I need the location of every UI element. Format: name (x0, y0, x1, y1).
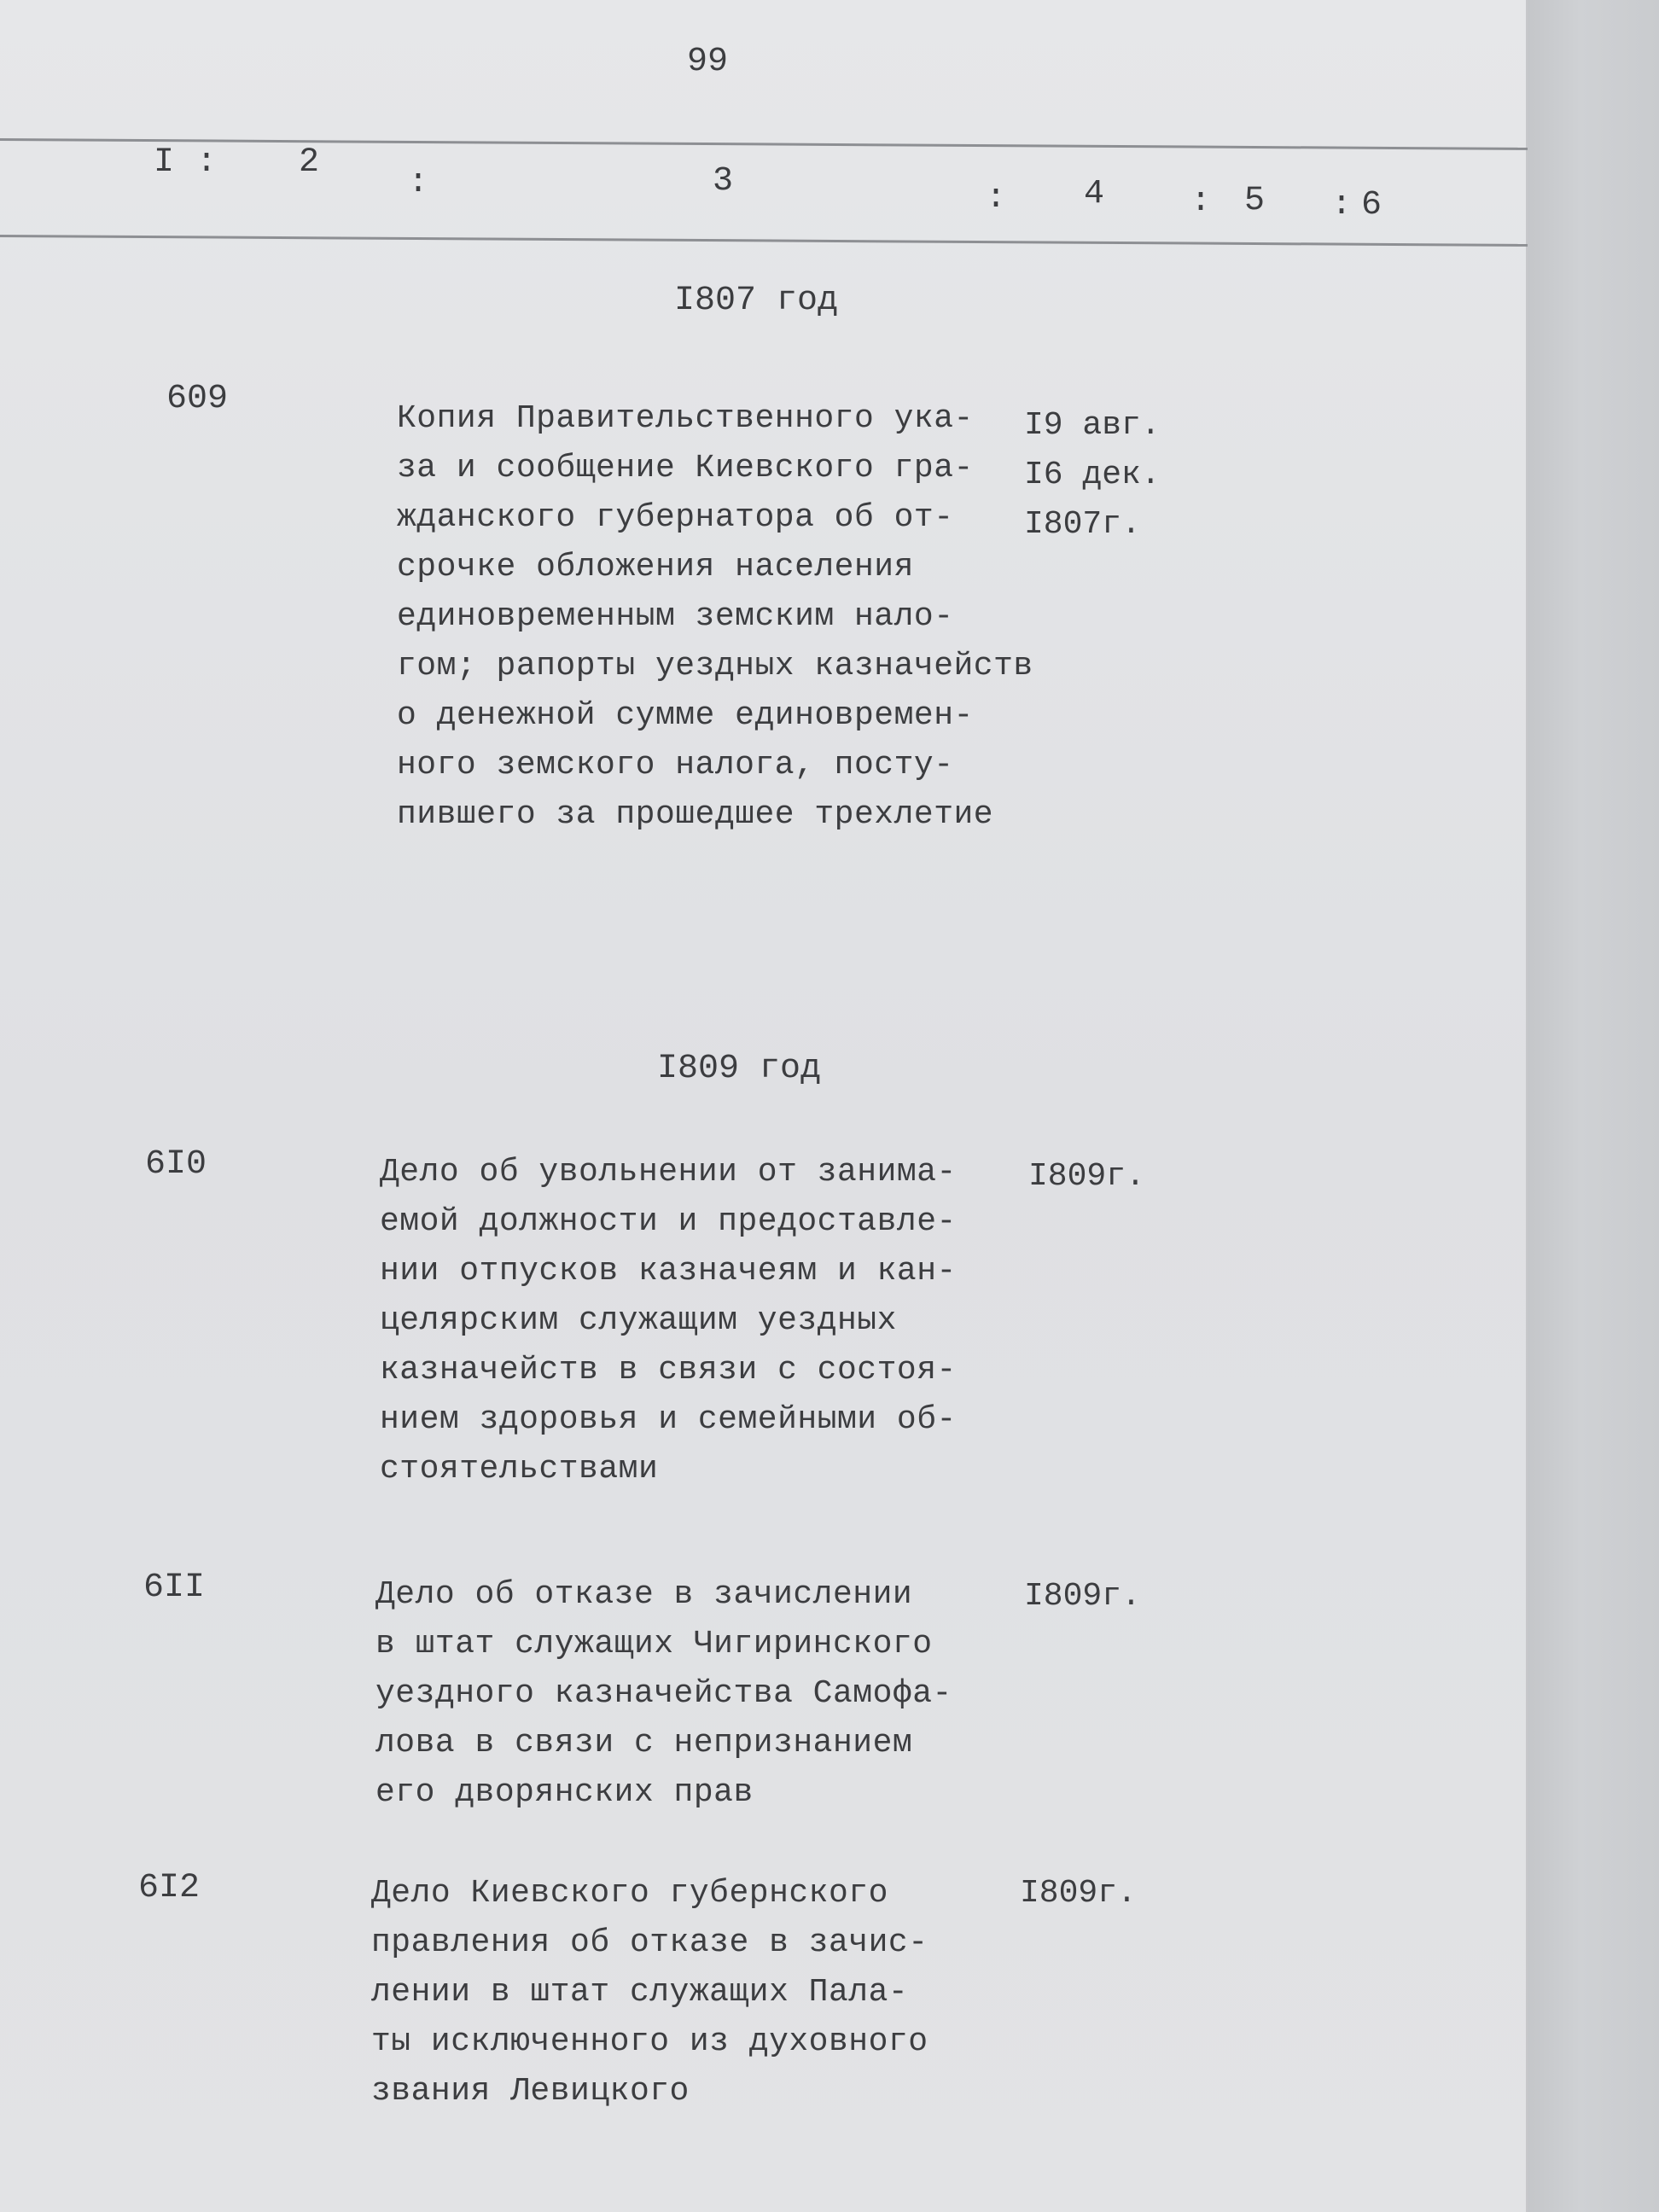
date-line: I809г. (1028, 1158, 1145, 1195)
section-year-heading: I809 год (657, 1050, 822, 1088)
date-line: I6 дек. (1024, 457, 1161, 493)
column-header-4: 4 (1084, 175, 1105, 213)
entry-description (375, 1570, 952, 1818)
description-line: казначейств в связи с состоя- (380, 1352, 957, 1388)
description-line: правления об отказе в зачис- (371, 1924, 928, 1961)
description-line: звания Левицкого (371, 2073, 690, 2110)
description-line: его дворянских прав (375, 1774, 754, 1811)
date-line: I9 авг. (1024, 407, 1161, 444)
column-header-1: I (154, 143, 175, 182)
description-line: лении в штат служащих Пала- (371, 1974, 909, 2011)
column-separator: : (1190, 183, 1212, 221)
column-header-2: 2 (299, 143, 320, 182)
column-header-6: 6 (1361, 186, 1382, 224)
description-line: лова в связи с непризнанием (375, 1725, 913, 1761)
description-line: пившего за прошедшее трехлетие (397, 796, 994, 833)
entry-number: 609 (166, 380, 229, 418)
description-line: ты исключенного из духовного (371, 2023, 928, 2060)
column-separator: : (986, 179, 1007, 218)
entry-description (371, 1869, 928, 2116)
description-line: целярским служащим уездных (380, 1302, 897, 1339)
description-line: стоятельствами (380, 1451, 659, 1487)
column-header-5: 5 (1244, 182, 1266, 220)
description-line: Копия Правительственного ука- (397, 400, 974, 437)
description-line: Дело об увольнении от занима- (380, 1154, 957, 1190)
description-line: Дело Киевского губернского (371, 1875, 888, 1912)
description-line: уездного казначейства Самофа- (375, 1675, 952, 1712)
date-line: I809г. (1024, 1578, 1141, 1615)
entry-description (380, 1148, 957, 1494)
description-line: единовременным земским нало- (397, 598, 954, 635)
section-year-heading: I807 год (674, 282, 839, 320)
description-line: о денежной сумме единовремен- (397, 697, 974, 734)
entry-number: 6I0 (145, 1145, 207, 1184)
column-header-3: 3 (713, 162, 734, 201)
entry-number: 6I2 (138, 1869, 201, 1907)
description-line: жданского губернатора об от- (397, 499, 954, 536)
description-line: в штат служащих Чигиринского (375, 1626, 933, 1662)
description-line: Дело об отказе в зачислении (375, 1576, 913, 1613)
date-line: I807г. (1024, 506, 1141, 543)
column-separator: : (408, 164, 429, 202)
description-line: срочке обложения населения (397, 549, 914, 585)
description-line: нии отпусков казначеям и кан- (380, 1253, 957, 1289)
entry-dates (1024, 401, 1161, 550)
entry-dates (1020, 1869, 1137, 1918)
date-line: I809г. (1020, 1875, 1137, 1912)
column-separator: : (1331, 186, 1353, 224)
entry-dates (1024, 1572, 1141, 1621)
description-line: за и сообщение Киевского гра- (397, 450, 974, 486)
entry-number: 6II (143, 1569, 206, 1607)
description-line: нием здоровья и семейными об- (380, 1401, 957, 1438)
description-line: емой должности и предоставле- (380, 1203, 957, 1240)
description-line: ного земского налога, посту- (397, 747, 954, 783)
column-separator: : (196, 143, 218, 182)
entry-description (397, 394, 1033, 840)
page-number: 99 (687, 43, 729, 81)
entry-dates (1028, 1152, 1145, 1202)
description-line: гом; рапорты уездных казначейств (397, 648, 1033, 684)
page-edge (1528, 0, 1659, 2212)
